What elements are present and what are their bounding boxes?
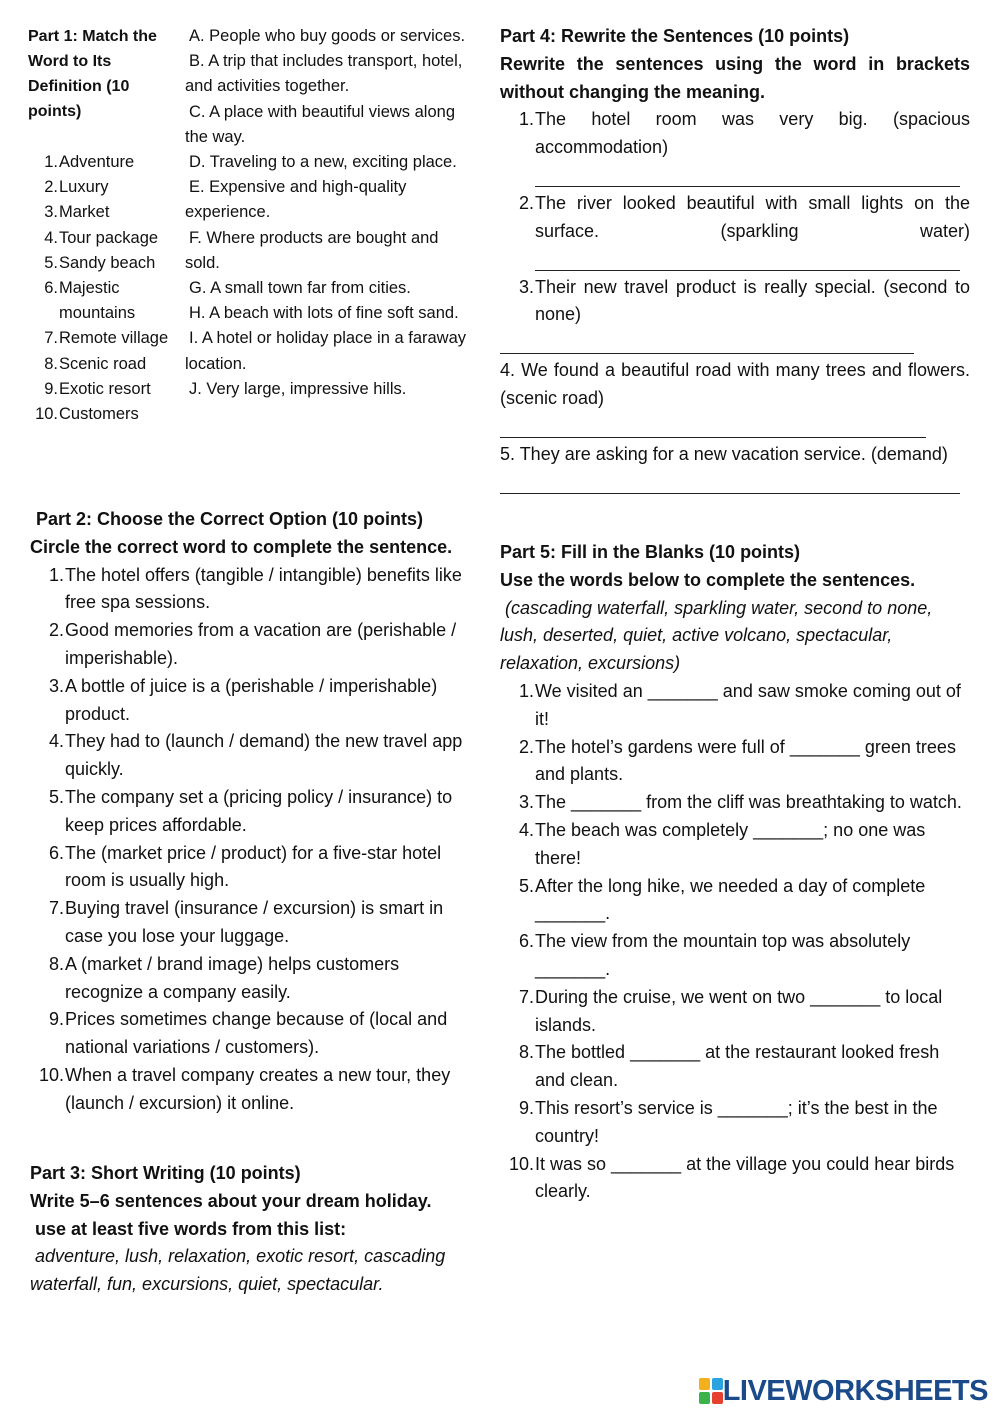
part5-word-bank: (cascading waterfall, sparkling water, second to none, lush, deserted, quiet, active volcano, spectacular, relaxation, excursions) bbox=[500, 597, 933, 674]
list-item: 7. Remote village bbox=[28, 326, 178, 351]
definition: A. People who buy goods or services. bbox=[189, 27, 466, 45]
word: Majestic mountains bbox=[59, 279, 136, 323]
part4-section bbox=[500, 23, 970, 497]
question-item: 2. The hotel’s gardens were full of _______ green trees and plants. bbox=[518, 736, 956, 785]
part2-question-list bbox=[30, 562, 480, 1118]
question-item: 1. The hotel room was very big. (spacious accommodation) bbox=[518, 109, 970, 158]
definition: B. A trip that includes transport, hotel, and activities together. bbox=[185, 52, 463, 96]
word: Remote village bbox=[59, 329, 169, 348]
word: Market bbox=[59, 203, 110, 222]
question-item: 4. They had to (launch / demand) the new travel app quickly. bbox=[48, 731, 463, 780]
definition: E. Expensive and high-quality experience. bbox=[185, 178, 407, 222]
part1-definition-list bbox=[185, 24, 475, 402]
question-item: 8. The bottled _______ at the restaurant looked fresh and clean. bbox=[518, 1042, 940, 1091]
question-item: 10. It was so _______ at the village you could hear birds clearly. bbox=[508, 1153, 955, 1202]
answer-line[interactable] bbox=[500, 246, 970, 274]
part5-instruction: Use the words below to complete the sentences. bbox=[500, 569, 916, 590]
list-item: 5. Sandy beach bbox=[28, 251, 178, 276]
liveworksheets-icon bbox=[699, 1378, 723, 1404]
definition: F. Where products are bought and sold. bbox=[185, 228, 439, 272]
part1-word-list bbox=[28, 150, 178, 427]
part5-question-list bbox=[500, 678, 970, 1206]
question-item: 5. The company set a (pricing policy / insurance) to keep prices affordable. bbox=[48, 786, 453, 835]
part2-title: Part 2: Choose the Correct Option (10 points) bbox=[36, 509, 424, 529]
part4-question-list bbox=[500, 106, 970, 329]
part5-title: Part 5: Fill in the Blanks (10 points) bbox=[500, 542, 801, 562]
logo-text: LIVEWORKSHEETS bbox=[722, 1374, 988, 1407]
part4-instruction: Rewrite the sentences using the word in brackets without changing the meaning. bbox=[500, 53, 970, 102]
part1-title: Part 1: Match the Word to Its Definition (10 points) bbox=[28, 28, 157, 120]
word: Tour package bbox=[59, 228, 159, 247]
word: Customers bbox=[59, 405, 139, 424]
answer-line[interactable] bbox=[500, 162, 970, 190]
part4-question-4: 4. We found a beautiful road with many trees and flowers. (scenic road) bbox=[500, 360, 970, 408]
definition: G. A small town far from cities. bbox=[189, 279, 411, 298]
question-item: 3. Their new travel product is really special. (second to none) bbox=[518, 276, 970, 325]
question-item: 6. The (market price / product) for a five-star hotel room is usually high. bbox=[48, 842, 442, 891]
definition: H. A beach with lots of fine soft sand. bbox=[189, 304, 459, 323]
word: Luxury bbox=[59, 178, 109, 197]
list-item: 9. Exotic resort bbox=[28, 377, 178, 402]
answer-line[interactable] bbox=[500, 329, 970, 357]
list-item: 3. Market bbox=[28, 200, 178, 225]
part2-instruction: Circle the correct word to complete the sentence. bbox=[30, 536, 453, 557]
definition: D. Traveling to a new, exciting place. bbox=[189, 153, 457, 172]
word: Exotic resort bbox=[59, 379, 151, 398]
part5-section bbox=[500, 539, 970, 1206]
definition: J. Very large, impressive hills. bbox=[189, 379, 407, 398]
liveworksheets-logo[interactable] bbox=[699, 1376, 988, 1406]
part4-title: Part 4: Rewrite the Sentences (10 points) bbox=[500, 26, 850, 46]
list-item: 10. Customers bbox=[28, 402, 178, 427]
question-item: 10. When a travel company creates a new tour, they (launch / excursion) it online. bbox=[38, 1064, 451, 1113]
definition: I. A hotel or holiday place in a faraway location. bbox=[185, 329, 467, 373]
answer-line[interactable] bbox=[500, 413, 970, 441]
list-item: 6. Majestic mountains bbox=[28, 276, 178, 326]
word: Scenic road bbox=[59, 354, 147, 373]
part3-word-list: adventure, lush, relaxation, exotic resort, cascading waterfall, fun, excursions, quiet, spectacular. bbox=[30, 1246, 446, 1295]
definition: C. A place with beautiful views along the way. bbox=[185, 102, 455, 146]
word: Adventure bbox=[59, 153, 135, 171]
question-item: 3. A bottle of juice is a (perishable / imperishable) product. bbox=[48, 675, 438, 724]
list-item: 8. Scenic road bbox=[28, 352, 178, 377]
part2-section bbox=[30, 506, 480, 1118]
list-item: 4. Tour package bbox=[28, 226, 178, 251]
question-item: 1. The hotel offers (tangible / intangible) benefits like free spa sessions. bbox=[48, 564, 462, 613]
question-item: 7. Buying travel (insurance / excursion) is smart in case you lose your luggage. bbox=[48, 898, 444, 946]
question-item: 3. The _______ from the cliff was breathtaking to watch. bbox=[518, 792, 962, 813]
word: Sandy beach bbox=[59, 253, 156, 272]
answer-line[interactable] bbox=[500, 469, 970, 497]
question-item: 6. The view from the mountain top was absolutely _______. bbox=[518, 931, 911, 979]
question-item: 5. After the long hike, we needed a day of complete _______. bbox=[518, 875, 926, 924]
question-item: 7. During the cruise, we went on two _______ to local islands. bbox=[518, 986, 943, 1035]
list-item: 2. Luxury bbox=[28, 175, 178, 200]
part3-instruction-list: use at least five words from this list: bbox=[35, 1218, 347, 1239]
question-item: 4. The beach was completely _______; no one was there! bbox=[518, 819, 926, 868]
part4-question-5: 5. They are asking for a new vacation service. (demand) bbox=[500, 443, 948, 464]
question-item: 1. We visited an _______ and saw smoke coming out of it! bbox=[518, 680, 961, 729]
question-item: 9. Prices sometimes change because of (local and national variations / customers). bbox=[48, 1009, 448, 1058]
question-item: 2. Good memories from a vacation are (perishable / imperishable). bbox=[48, 620, 457, 668]
question-item: 2. The river looked beautiful with small lights on the surface. (sparkling water) bbox=[518, 192, 970, 241]
part3-instruction: Write 5–6 sentences about your dream holiday. bbox=[30, 1190, 432, 1211]
part3-section bbox=[30, 1160, 500, 1299]
list-item: 1. Adventure bbox=[28, 150, 178, 175]
part3-title: Part 3: Short Writing (10 points) bbox=[30, 1163, 301, 1183]
question-item: 8. A (market / brand image) helps customers recognize a company easily. bbox=[48, 953, 400, 1002]
question-item: 9. This resort’s service is _______; it’s the best in the country! bbox=[518, 1097, 938, 1146]
